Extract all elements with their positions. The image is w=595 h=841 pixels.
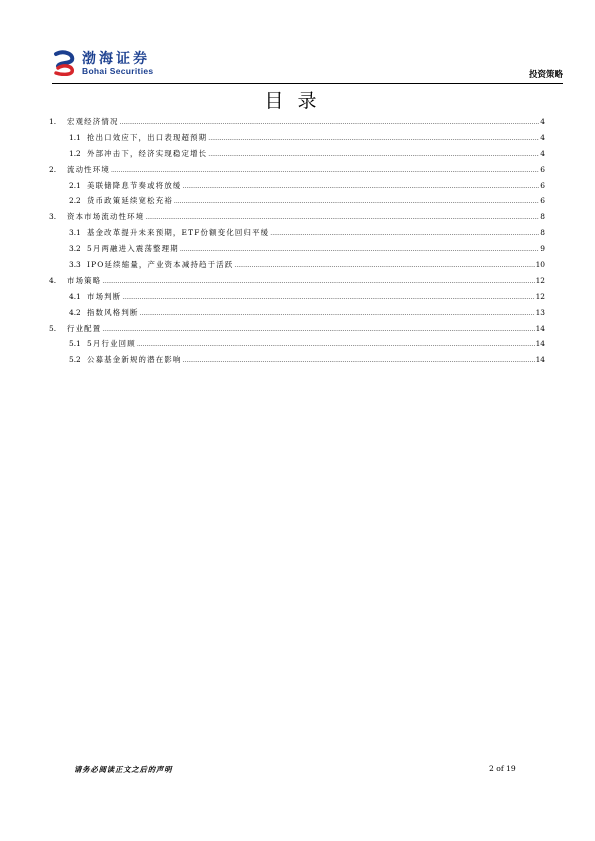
toc-entry-number: 5.1: [69, 339, 81, 349]
toc-dot-leader: [102, 327, 534, 333]
toc-entry[interactable]: [49, 164, 545, 180]
toc-entry[interactable]: [49, 259, 545, 275]
toc-entry-number: 5.: [49, 323, 57, 333]
toc-entry-number: 4.: [49, 275, 57, 285]
toc-entry-title: 指数风格判断: [87, 307, 139, 317]
toc-entry-title: 基金改革提升未来预期，ETF份额变化回归平缓: [87, 228, 270, 238]
page-number: 2 of 19: [489, 764, 516, 773]
toc-dot-leader: [122, 295, 534, 301]
toc-entry-number: 3.1: [69, 228, 81, 238]
toc-entry-title: IPO延续缩量，产业资本减持趋于活跃: [87, 260, 234, 270]
toc-entry[interactable]: [49, 132, 545, 148]
header-divider: [52, 83, 563, 84]
toc-entry-title: 5月两融进入震荡整理期: [87, 244, 179, 254]
toc-entry-title: 市场判断: [87, 291, 122, 301]
toc-entry[interactable]: [49, 116, 545, 132]
page-header: [52, 48, 563, 84]
toc-entry-page: 8: [540, 212, 545, 222]
toc-entry[interactable]: [49, 307, 545, 323]
toc-entry[interactable]: [49, 354, 545, 370]
toc-entry-title: 货币政策延续宽松充裕: [87, 196, 173, 206]
toc-entry-page: 12: [535, 291, 545, 301]
toc-entry-number: 5.2: [69, 355, 81, 365]
toc-dot-leader: [183, 358, 535, 364]
toc-entry-title: 宏观经济情况: [67, 117, 119, 126]
toc-entry-title: 流动性环境: [67, 164, 110, 174]
toc-entry[interactable]: [49, 243, 545, 259]
toc-entry-number: 3.: [49, 212, 57, 222]
toc-entry-page: 4: [540, 132, 545, 142]
toc-entry-number: 1.: [49, 117, 57, 126]
toc-entry[interactable]: [49, 275, 545, 291]
toc-entry-title: 行业配置: [67, 323, 102, 333]
toc-entry-title: 公募基金新规的潜在影响: [87, 355, 182, 365]
toc-entry-number: 1.2: [69, 148, 81, 158]
toc-entry-number: 2.1: [69, 180, 81, 190]
toc-entry[interactable]: [49, 291, 545, 307]
toc-entry-page: 6: [540, 180, 545, 190]
bohai-securities-logo: [52, 48, 252, 78]
toc-entry-number: 2.2: [69, 196, 81, 206]
toc-dot-leader: [111, 168, 539, 174]
toc-dot-leader: [174, 199, 539, 205]
toc-entry-title: 外部冲击下，经济实现稳定增长: [87, 148, 208, 158]
toc-entry-number: 4.1: [69, 291, 81, 301]
toc-entry-title: 美联储降息节奏或将放缓: [87, 180, 182, 190]
toc-entry-page: 4: [540, 117, 545, 126]
toc-dot-leader: [140, 311, 535, 317]
toc-entry-number: 3.2: [69, 244, 81, 254]
toc-entry-page: 14: [535, 323, 545, 333]
report-category: 投资策略: [528, 70, 563, 80]
toc-entry-page: 6: [540, 164, 545, 174]
toc-entry-page: 10: [535, 260, 545, 270]
page-title: 目录: [264, 90, 331, 112]
toc-dot-leader: [208, 152, 539, 158]
toc-dot-leader: [120, 120, 540, 126]
toc-entry-page: 9: [540, 244, 545, 254]
toc-entry-title: 抢出口效应下，出口表现超预期: [87, 132, 208, 142]
toc-entry-page: 4: [540, 148, 545, 158]
toc-dot-leader: [183, 184, 540, 190]
toc-entry-number: 2.: [49, 164, 57, 174]
toc-entry[interactable]: [49, 180, 545, 196]
toc-dot-leader: [145, 215, 539, 221]
toc-entry-page: 13: [535, 307, 545, 317]
disclaimer-note: 请务必阅读正文之后的声明: [74, 765, 173, 774]
toc-entry-title: 资本市场流动性环境: [67, 212, 145, 222]
bohai-logo-icon: [52, 50, 78, 76]
toc-dot-leader: [102, 279, 534, 285]
toc-entry-number: 1.1: [69, 132, 81, 142]
toc-entry[interactable]: [49, 195, 545, 211]
toc-dot-leader: [137, 342, 535, 348]
toc-entry[interactable]: [49, 338, 545, 354]
toc-entry[interactable]: [49, 211, 545, 227]
table-of-contents: [49, 116, 545, 370]
toc-entry-title: 市场策略: [67, 275, 102, 285]
toc-entry[interactable]: [49, 323, 545, 339]
toc-entry-page: 14: [535, 339, 545, 349]
logo-chinese-name: 渤海证券: [82, 51, 150, 67]
toc-dot-leader: [180, 247, 539, 253]
toc-entry[interactable]: [49, 148, 545, 164]
toc-dot-leader: [208, 136, 539, 142]
toc-dot-leader: [234, 263, 534, 269]
toc-entry[interactable]: [49, 227, 545, 243]
toc-entry-page: 14: [535, 355, 545, 365]
toc-entry-title: 5月行业回顾: [87, 339, 136, 349]
toc-dot-leader: [270, 231, 539, 237]
logo-english-name: Bohai Securities: [82, 66, 154, 76]
toc-entry-number: 4.2: [69, 307, 81, 317]
toc-entry-page: 8: [540, 228, 545, 238]
toc-entry-number: 3.3: [69, 260, 81, 270]
toc-entry-page: 12: [535, 275, 545, 285]
toc-entry-page: 6: [540, 196, 545, 206]
